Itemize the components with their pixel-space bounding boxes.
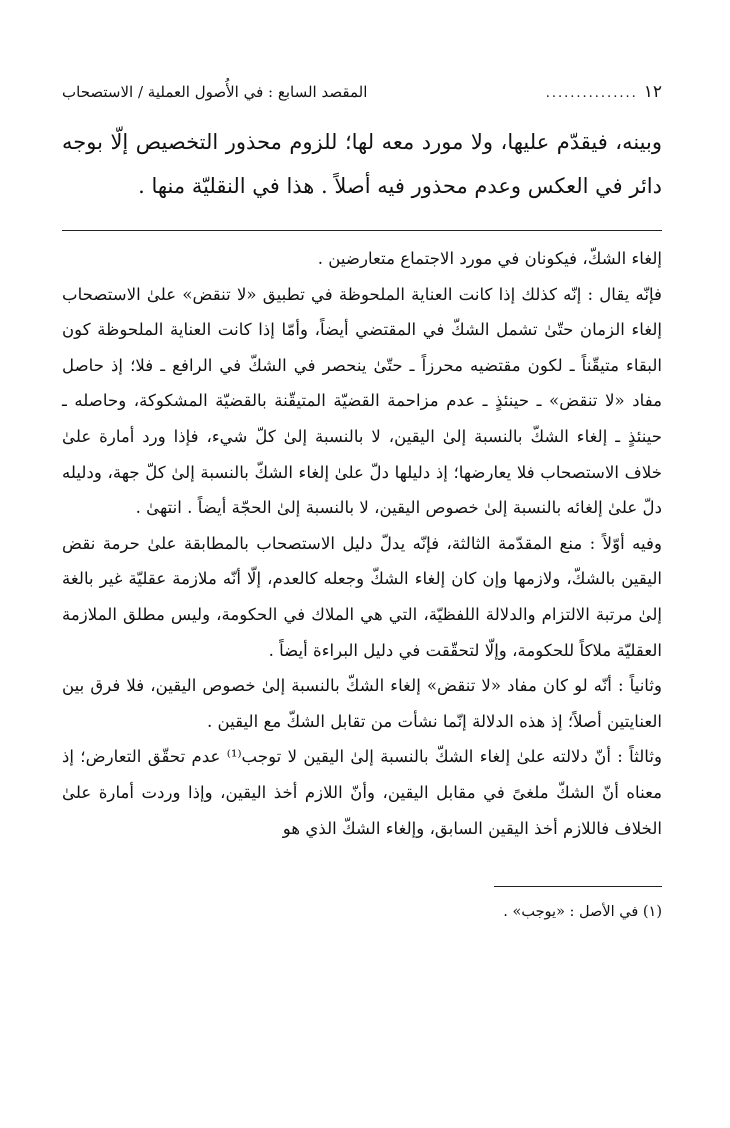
footnote-rule bbox=[494, 886, 662, 887]
header-leader-dots: ............... bbox=[545, 86, 638, 101]
running-title: المقصد السابع : في الأُصول العملية / الاستصحاب bbox=[62, 83, 368, 101]
paragraph-4: وثانياً : أنّه لو كان مفاد «لا تنقض» إلغاء الشكّ بالنسبة إلىٰ خصوص اليقين، فلا فرق بين العنايتين أصلاً؛ إذ هذه الدلالة إنّما نشأت من تقابل الشكّ مع اليقين . bbox=[62, 676, 662, 731]
running-header bbox=[62, 78, 662, 106]
paragraph-1: إلغاء الشكّ، فيكونان في مورد الاجتماع متعارضين . bbox=[317, 249, 662, 268]
book-page bbox=[62, 78, 662, 923]
paragraph-5: وثالثاً : أنّ دلالته علىٰ إلغاء الشكّ بالنسبة إلىٰ اليقين لا توجب⁽¹⁾ عدم تحقّق التعارض؛ إذ معناه أنّ الشكّ ملغىً في مقابل اليقين، وأنّ اللازم أخذ اليقين، وإذا وردت أمارة علىٰ الخلاف فاللازم أخذ اليقين السابق، وإلغاء الشكّ الذي هو bbox=[62, 747, 662, 838]
continued-main-text: وبينه، فيقدّم عليها، ولا مورد معه لها؛ للزوم محذور التخصيص إلّا بوجه دائر في العكس وعدم محذور فيه أصلاً . هذا في النقليّة منها . bbox=[62, 130, 662, 198]
paragraph-3: وفيه أوّلاً : منع المقدّمة الثالثة، فإنّه يدلّ دليل الاستصحاب بالمطابقة علىٰ حرمة نقض اليقين بالشكّ، ولازمها وإن كان إلغاء الشكّ وجعله كالعدم، إلّا أنّه ملازمة عقليّة غير بالغة إلىٰ مرتبة الالتزام والدلالة اللفظيّة، التي هي الملاك في الحكومة، وليس مطلق الملازمة العقليّة ملاكاً للحكومة، وإلّا لتحقّقت في دليل البراءة أيضاً . bbox=[62, 533, 662, 660]
footnote: (١) في الأصل : «يوجب» . bbox=[503, 904, 662, 921]
section-divider bbox=[62, 230, 662, 231]
paragraph-2: فإنّه يقال : إنّه كذلك إذا كانت العناية الملحوظة في تطبيق «لا تنقض» علىٰ الاستصحاب إلغاء الزمان حتّىٰ تشمل الشكّ في المقتضي أيضاً، وأمّا إذا كانت العناية الملحوظة كون البقاء متيقّناً ـ لكون مقتضيه محرزاً ـ حتّىٰ ينحصر في الشكّ في الرافع ـ فلا؛ إذ حاصل مفاد «لا تنقض» ـ حينئذٍ ـ عدم مزاحمة القضيّة المتيقّنة بالقضيّة المشكوكة، وحاصله ـ حينئذٍ ـ إلغاء الشكّ بالنسبة إلىٰ اليقين، لا بالنسبة إلىٰ كلّ شيء، فإذا ورد أمارة علىٰ خلاف الاستصحاب فلا يعارضها؛ إذ دليلها دلّ علىٰ إلغاء الشكّ بالنسبة إلىٰ كلّ جهة، ودليله دلّ علىٰ إلغائه بالنسبة إلىٰ خصوص اليقين، لا بالنسبة إلىٰ الحجّة أيضاً . انتهىٰ . bbox=[62, 284, 662, 518]
page-number: ١٢ bbox=[643, 82, 662, 102]
